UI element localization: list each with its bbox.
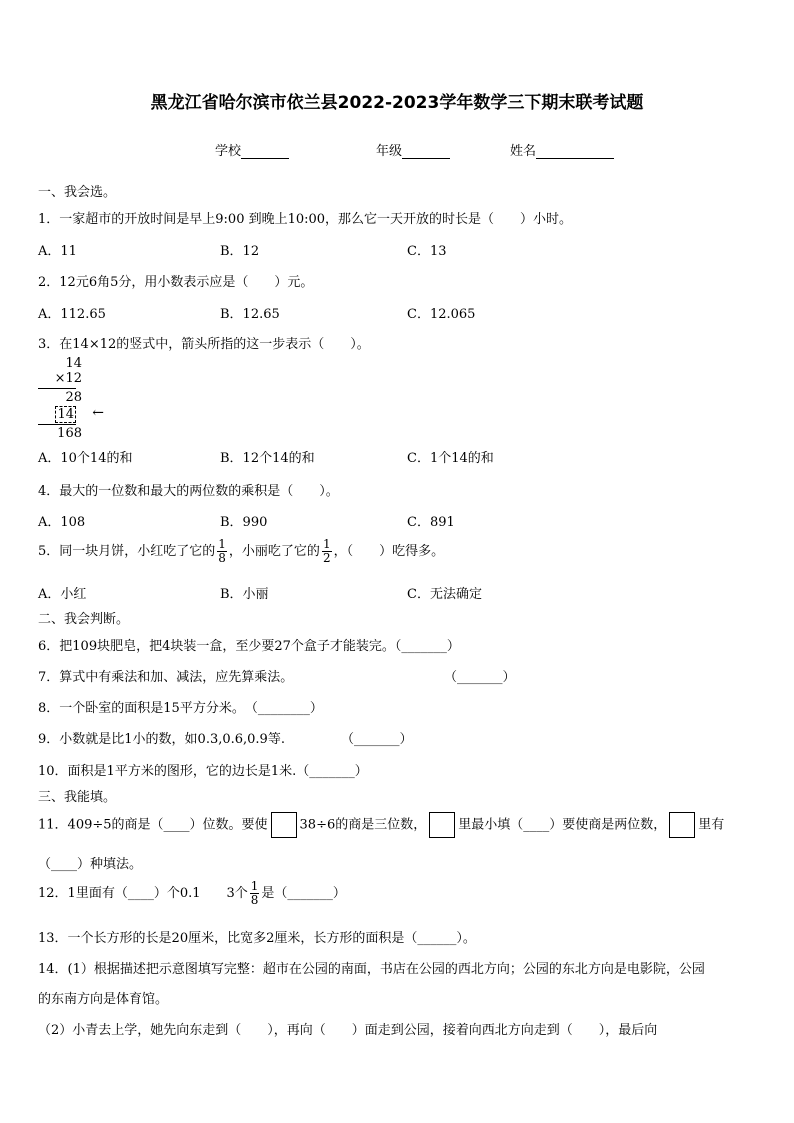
question-5 [38,538,444,565]
school-blank[interactable] [241,144,289,159]
q7-answer-blank[interactable]: （_______） [444,670,516,685]
section-heading-3: 三、我能填。 [38,790,117,805]
q12-part-1: 12．1里面有（____）个0.1 3个 [38,886,248,901]
q11-part-4: 里有 [698,817,725,833]
question-14-line-1: 14．(1）根据描述把示意图填写完整：超市在公园的南面，书店在公园的西北方向；公园的东北方向是电影院，公园 [38,962,705,977]
q4-option-c[interactable]: C．891 [407,515,455,530]
fraction-numerator: 1 [322,537,331,551]
q11-blank-box-1[interactable] [271,812,297,838]
fraction-one-eighth [217,538,227,565]
vertical-multiplication [36,356,104,442]
question-6: 6．把109块肥皂，把4块装一盒，至少要27个盒子才能装完。（_______） [38,639,460,654]
fraction-denominator: 8 [218,551,226,565]
calc-rule-1 [38,388,76,389]
q2-option-b[interactable]: B．12.65 [220,307,280,322]
name-label: 姓名 [510,144,537,159]
page-title: 黑龙江省哈尔滨市依兰县2022-2023学年数学三下期末联考试题 [150,93,644,113]
q4-option-a[interactable]: A．108 [38,515,86,530]
q5-part-1: 5．同一块月饼，小红吃了它的 [38,544,216,559]
school-label: 学校 [215,144,242,159]
arrow-left-icon: ← [92,405,104,421]
question-10: 10．面积是1平方米的图形，它的边长是1米.（_______） [38,764,368,779]
q5-part-3: ，（ ）吃得多。 [333,544,445,559]
q11-part-1: 11．409÷5的商是（____）位数。要使 [38,817,268,833]
calc-row-5: 168 [57,426,82,441]
q5-option-c[interactable]: C．无法确定 [407,587,482,602]
q5-option-b[interactable]: B．小丽 [220,587,269,602]
q3-option-b[interactable]: B．12个14的和 [220,451,315,466]
calc-row-3: 28 [65,390,82,405]
grade-field[interactable] [376,140,450,159]
question-1: 1．一家超市的开放时间是早上9:00 到晚上10:00，那么它一天开放的时长是（ ）小时。 [38,212,573,227]
question-9: 9．小数就是比1小的数，如0.3,0.6,0.9等. [38,732,285,747]
question-7: 7．算式中有乘法和加、减法，应先算乘法。 [38,670,294,685]
grade-label: 年级 [376,144,403,159]
q11-part-3: 里最小填（____）要使商是两位数， [458,817,667,833]
school-field[interactable] [215,140,289,159]
question-14-line-2: 的东南方向是体育馆。 [38,992,169,1007]
q4-option-b[interactable]: B．990 [220,515,268,530]
name-blank[interactable] [536,144,614,159]
q2-option-c[interactable]: C．12.065 [407,307,476,322]
fraction-denominator: 8 [250,893,259,907]
fraction-numerator: 1 [250,879,259,893]
grade-blank[interactable] [402,144,450,159]
fraction-numerator: 1 [218,537,226,551]
q3-option-a[interactable]: A．10个14的和 [38,451,133,466]
q12-part-2: 是（_______） [261,886,346,901]
question-12 [38,880,346,907]
q1-option-b[interactable]: B．12 [220,244,260,259]
q1-option-c[interactable]: C．13 [407,244,447,259]
question-13: 13．一个长方形的长是20厘米，比宽多2厘米，长方形的面积是（______）。 [38,931,476,946]
fraction-one-eighth [250,880,260,907]
section-heading-1: 一、我会选。 [38,185,117,200]
q11-blank-box-2[interactable] [429,812,455,838]
q9-answer-blank[interactable]: （_______） [341,732,413,747]
q3-option-c[interactable]: C．1个14的和 [407,451,494,466]
fraction-one-half [322,538,332,565]
q5-part-2: ，小丽吃了它的 [228,544,320,559]
calc-row-1: 14 [65,356,82,371]
question-2: 2．12元6角5分，用小数表示应是（ ）元。 [38,275,314,290]
q1-option-a[interactable]: A．11 [38,244,77,259]
name-field[interactable] [510,140,614,159]
calc-row-4: 14 [57,407,74,422]
question-3: 3．在14×12的竖式中，箭头所指的这一步表示（ ）。 [38,337,370,352]
fraction-denominator: 2 [322,551,331,565]
q11-blank-box-3[interactable] [669,812,695,838]
q11-part-2: 38÷6的商是三位数， [299,817,427,833]
question-14-line-3: （2）小青去上学，她先向东走到（ ），再向（ ）面走到公园，接着向西北方向走到（ ），最后向 [38,1023,658,1038]
question-11-line-2: （____）种填法。 [38,857,143,872]
calc-row-2: ×12 [54,371,82,386]
calc-rule-2 [38,424,76,425]
q5-option-a[interactable]: A．小红 [38,587,87,602]
question-8: 8．一个卧室的面积是15平方分米。 （________） [38,701,323,716]
question-11 [38,812,724,838]
question-4: 4．最大的一位数和最大的两位数的乘积是（ ）。 [38,484,339,499]
section-heading-2: 二、我会判断。 [38,612,130,627]
q2-option-a[interactable]: A．112.65 [38,307,106,322]
